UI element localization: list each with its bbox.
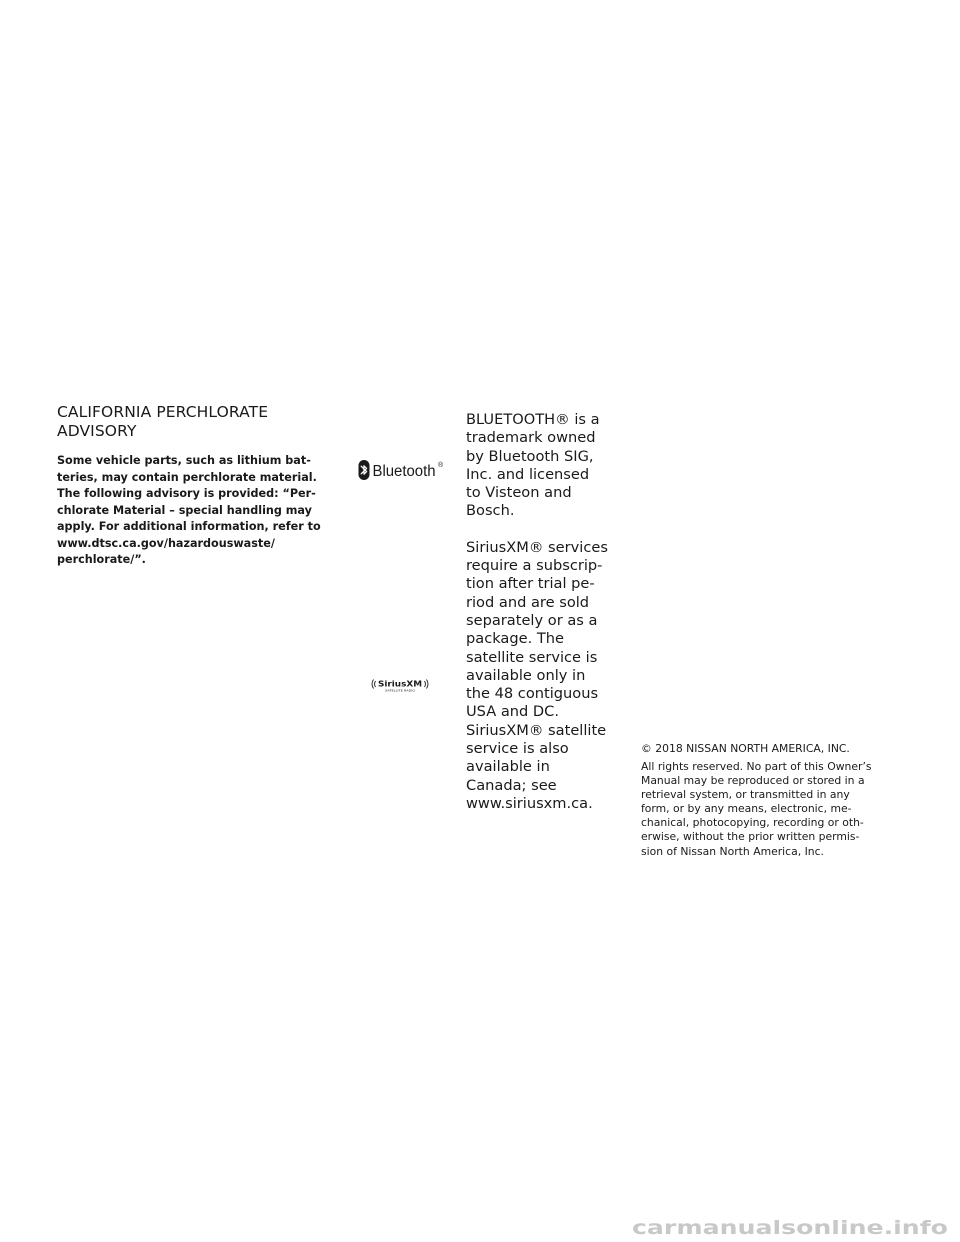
bluetooth-registered-mark: ® bbox=[438, 462, 444, 469]
siriusxm-notice bbox=[466, 539, 616, 813]
advisory-line: perchlorate/”. bbox=[57, 553, 146, 566]
copyright-notice bbox=[641, 742, 911, 859]
advisory-line: teries, may contain perchlorate material. bbox=[57, 470, 317, 484]
notice-line: tion after trial pe- bbox=[466, 575, 595, 593]
advisory-line: apply. For additional information, refer to bbox=[57, 520, 321, 533]
siriusxm-logo bbox=[369, 676, 431, 694]
copyright-line: erwise, without the prior written permis- bbox=[641, 830, 860, 844]
trademark-notices bbox=[466, 411, 616, 813]
notice-line: riod and are sold bbox=[466, 593, 590, 611]
notice-line: service is also bbox=[466, 740, 569, 758]
bluetooth-wordmark: Bluetooth bbox=[372, 463, 436, 480]
copyright-line: form, or by any means, electronic, me- bbox=[641, 802, 852, 816]
notice-line: to Visteon and bbox=[466, 484, 572, 502]
notice-line: Canada; see bbox=[466, 776, 557, 794]
notice-line: www.siriusxm.ca. bbox=[466, 794, 593, 812]
watermark-text: carmanualsonline.info bbox=[632, 1217, 948, 1238]
bluetooth-notice bbox=[466, 411, 616, 521]
copyright-title: © 2018 NISSAN NORTH AMERICA, INC. bbox=[641, 742, 850, 755]
bluetooth-logo bbox=[358, 458, 446, 482]
copyright-line: chanical, photocopying, recording or oth- bbox=[641, 816, 864, 830]
notice-line: available only in bbox=[466, 666, 586, 684]
advisory-line: chlorate Material – special handling may bbox=[57, 503, 312, 517]
advisory-heading: CALIFORNIA PERCHLORATE ADVISORY bbox=[57, 403, 269, 440]
notice-line: separately or as a bbox=[466, 611, 598, 629]
radio-waves-right-icon bbox=[425, 680, 429, 689]
notice-line: SiriusXM® services bbox=[466, 538, 608, 556]
copyright-line: Manual may be reproduced or stored in a bbox=[641, 774, 865, 788]
copyright-body bbox=[641, 760, 911, 859]
notice-line: trademark owned bbox=[466, 429, 596, 447]
notice-line: by Bluetooth SIG, bbox=[466, 447, 594, 465]
perchlorate-advisory bbox=[57, 403, 329, 569]
copyright-line: sion of Nissan North America, Inc. bbox=[641, 844, 824, 858]
notice-line: Bosch. bbox=[466, 502, 515, 520]
copyright-line: retrieval system, or transmitted in any bbox=[641, 788, 850, 802]
advisory-line: Some vehicle parts, such as lithium bat- bbox=[57, 454, 311, 467]
notice-line: the 48 contiguous bbox=[466, 685, 599, 703]
siriusxm-tagline: SATELLITE RADIO bbox=[385, 689, 408, 693]
notice-line: available in bbox=[466, 758, 550, 776]
site-watermark bbox=[630, 1216, 950, 1238]
advisory-body bbox=[57, 453, 329, 569]
notice-line: SiriusXM® satellite bbox=[466, 721, 607, 739]
advisory-line: www.dtsc.ca.gov/hazardouswaste/ bbox=[57, 536, 275, 550]
notice-line: satellite service is bbox=[466, 648, 598, 666]
notice-line: USA and DC. bbox=[466, 703, 559, 721]
notice-line: require a subscrip- bbox=[466, 557, 603, 575]
copyright-line: All rights reserved. No part of this Owner’s bbox=[641, 760, 872, 773]
bluetooth-rune-icon bbox=[359, 460, 370, 480]
notice-line: package. The bbox=[466, 630, 565, 648]
advisory-line: The following advisory is provided: “Per- bbox=[57, 487, 316, 500]
radio-waves-left-icon bbox=[372, 680, 376, 689]
notice-line: BLUETOOTH® is a bbox=[466, 411, 600, 428]
siriusxm-wordmark: SiriusXM bbox=[378, 679, 422, 689]
notice-line: Inc. and licensed bbox=[466, 465, 590, 483]
